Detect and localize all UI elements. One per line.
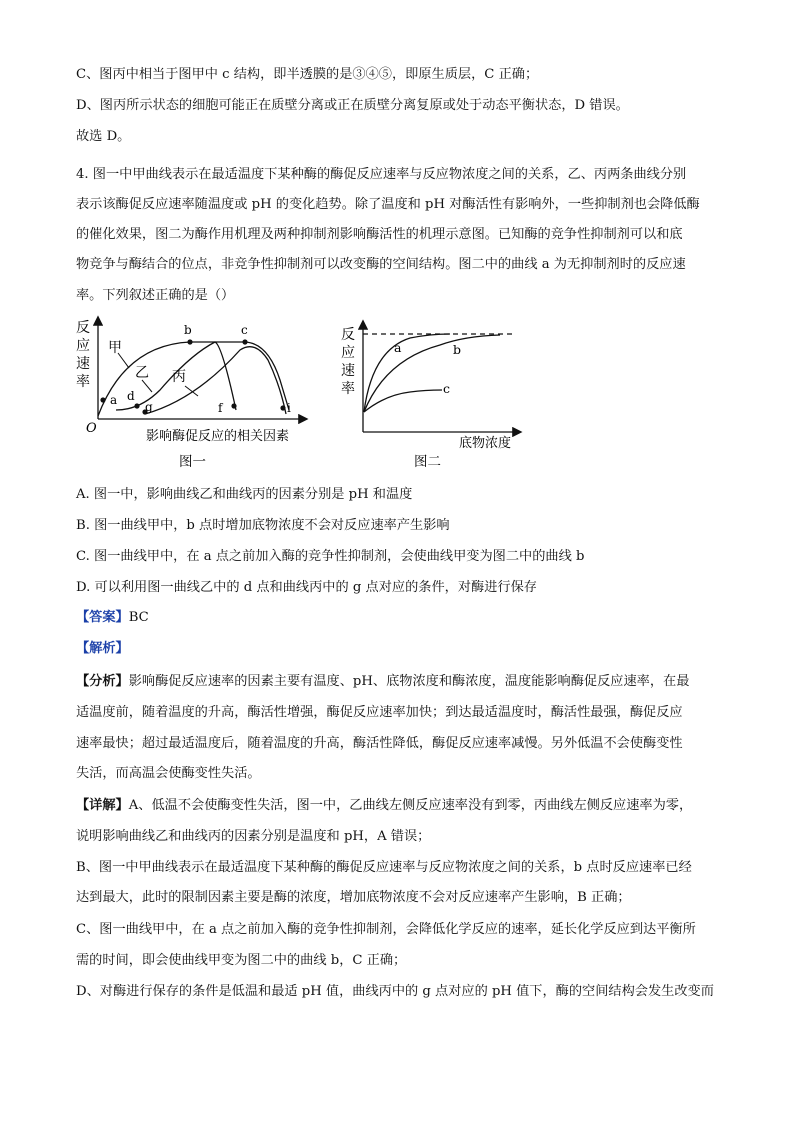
text-line: 故选 D。 [76, 129, 131, 144]
x-axis-label: 底物浓度 [459, 436, 512, 451]
point-label-a: a [110, 393, 118, 407]
origin-label: O [86, 421, 97, 436]
text-line: C、图丙中相当于图甲中 c 结构，即半透膜的是③④⑤，即原生质层，C 正确； [76, 67, 539, 82]
fenxi-line: 适温度前，随着温度的升高，酶活性增强，酶促反应速率加快；到达最适温度时，酶活性最强，酶促反应 [76, 705, 683, 720]
fenxi-line: 【分析】影响酶促反应速率的因素主要有温度、pH、底物浓度和酶浓度，温度能影响酶促反应速率，在最 [76, 674, 690, 689]
question-line: 率。下列叙述正确的是（） [76, 288, 235, 303]
xiangjie-line: 【详解】A、低温不会使酶变性失活，图一中，乙曲线左侧反应速率没有到零，丙曲线左侧反应速率为零， [76, 798, 693, 813]
figure-1 [70, 312, 320, 474]
curve-label-yi: 乙 [135, 365, 149, 381]
label-pointer-yi [142, 380, 152, 392]
fenxi-tag: 【分析】 [76, 674, 129, 689]
y-axis-label-char: 反 [76, 320, 90, 336]
point-label-i: i [287, 401, 291, 415]
question-line: 的催化效果，图二为酶作用机理及两种抑制剂影响酶活性的机理示意图。已知酶的竞争性抑制剂可以和底 [76, 227, 683, 242]
point-c [242, 339, 247, 344]
xiangjie-line: D、对酶进行保存的条件是低温和最适 pH 值，曲线丙中的 g 点对应的 pH 值下，酶的空间结构会发生改变而 [76, 984, 714, 999]
xiangjie-tag: 【详解】 [76, 798, 129, 813]
curve-label-c: c [443, 381, 451, 396]
curve-b [364, 335, 500, 412]
analysis-tag: 【解析】 [76, 641, 129, 656]
xiangjie-line: C、图一曲线甲中，在 a 点之前加入酶的竞争性抑制剂，会降低化学反应的速率，延长化学反应到达平衡所 [76, 922, 696, 937]
analysis-line [76, 640, 129, 658]
point-a [100, 397, 105, 402]
curve-bing [145, 347, 286, 414]
y-axis-label-char: 应 [341, 345, 355, 361]
option-c: C. 图一曲线甲中，在 a 点之前加入酶的竞争性抑制剂，会使曲线甲变为图二中的曲线 b [76, 549, 585, 564]
xiangjie-line: 需的时间，即会使曲线甲变为图二中的曲线 b，C 正确； [76, 953, 407, 968]
point-d [134, 403, 139, 408]
point-label-b: b [184, 323, 192, 337]
x-axis-label: 影响酶促反应的相关因素 [146, 429, 290, 444]
question-line: 物竞争与酶结合的位点，非竞争性抑制剂可以改变酶的空间结构。图二中的曲线 a 为无抑制剂时的反应速 [76, 257, 686, 272]
figure-caption: 图一 [179, 454, 206, 470]
point-label-c: c [241, 323, 248, 337]
text-line: D、图丙所示状态的细胞可能正在质壁分离或正在质壁分离复原或处于动态平衡状态，D 错误。 [76, 98, 629, 113]
figure-caption: 图二 [414, 454, 441, 470]
question-line: 表示该酶促反应速率随温度或 pH 的变化趋势。除了温度和 pH 对酶活性有影响外，一些抑制剂也会降低酶 [76, 197, 700, 212]
y-axis-label-char: 速 [76, 356, 90, 372]
point-b [187, 339, 192, 344]
point-label-d: d [127, 389, 135, 403]
point-i [280, 405, 285, 410]
y-axis-label-char: 反 [341, 327, 355, 343]
xiangjie-line: B、图一中甲曲线表示在最适温度下某种酶的酶促反应速率与反应物浓度之间的关系，b 点时反应速率已经 [76, 860, 692, 875]
fenxi-line: 速率最快；超过最适温度后，随着温度的升高，酶活性降低，酶促反应速率减慢。另外低温不会使酶变性 [76, 736, 683, 751]
point-label-f: f [218, 401, 223, 415]
answer-tag: 【答案】 [76, 610, 129, 625]
y-axis-label-char: 率 [341, 381, 355, 397]
label-pointer-bing [185, 386, 198, 396]
option-a: A. 图一中，影响曲线乙和曲线丙的因素分别是 pH 和温度 [76, 487, 413, 502]
answer-value: BC [128, 610, 149, 625]
curve-c [364, 390, 442, 412]
point-label-g: g [145, 400, 153, 414]
xiangjie-line: 达到最大，此时的限制因素主要是酶的浓度，增加底物浓度不会对反应速率产生影响，B 正确； [76, 890, 631, 905]
option-d: D. 可以利用图一曲线乙中的 d 点和曲线丙中的 g 点对应的条件，对酶进行保存 [76, 580, 537, 595]
curve-label-a: a [394, 340, 402, 355]
curve-label-jia: 甲 [108, 340, 122, 356]
option-b: B. 图一曲线甲中，b 点时增加底物浓度不会对反应速率产生影响 [76, 518, 450, 533]
curve-jia [98, 342, 289, 416]
question-line: 4. 图一中甲曲线表示在最适温度下某种酶的酶促反应速率与反应物浓度之间的关系，乙、丙两条曲线分别 [76, 167, 687, 182]
y-axis-label-char: 速 [341, 363, 355, 379]
curve-label-b: b [453, 342, 462, 357]
answer-line [76, 609, 149, 627]
y-axis-label-char: 率 [76, 374, 90, 390]
curve-label-bing: 丙 [172, 369, 186, 385]
y-axis-label-char: 应 [76, 338, 90, 354]
fenxi-line: 失活，而高温会使酶变性失活。 [76, 766, 261, 781]
xiangjie-line: 说明影响曲线乙和曲线丙的因素分别是温度和 pH，A 错误； [76, 829, 431, 844]
point-f [231, 403, 236, 408]
figure-2 [335, 318, 525, 474]
